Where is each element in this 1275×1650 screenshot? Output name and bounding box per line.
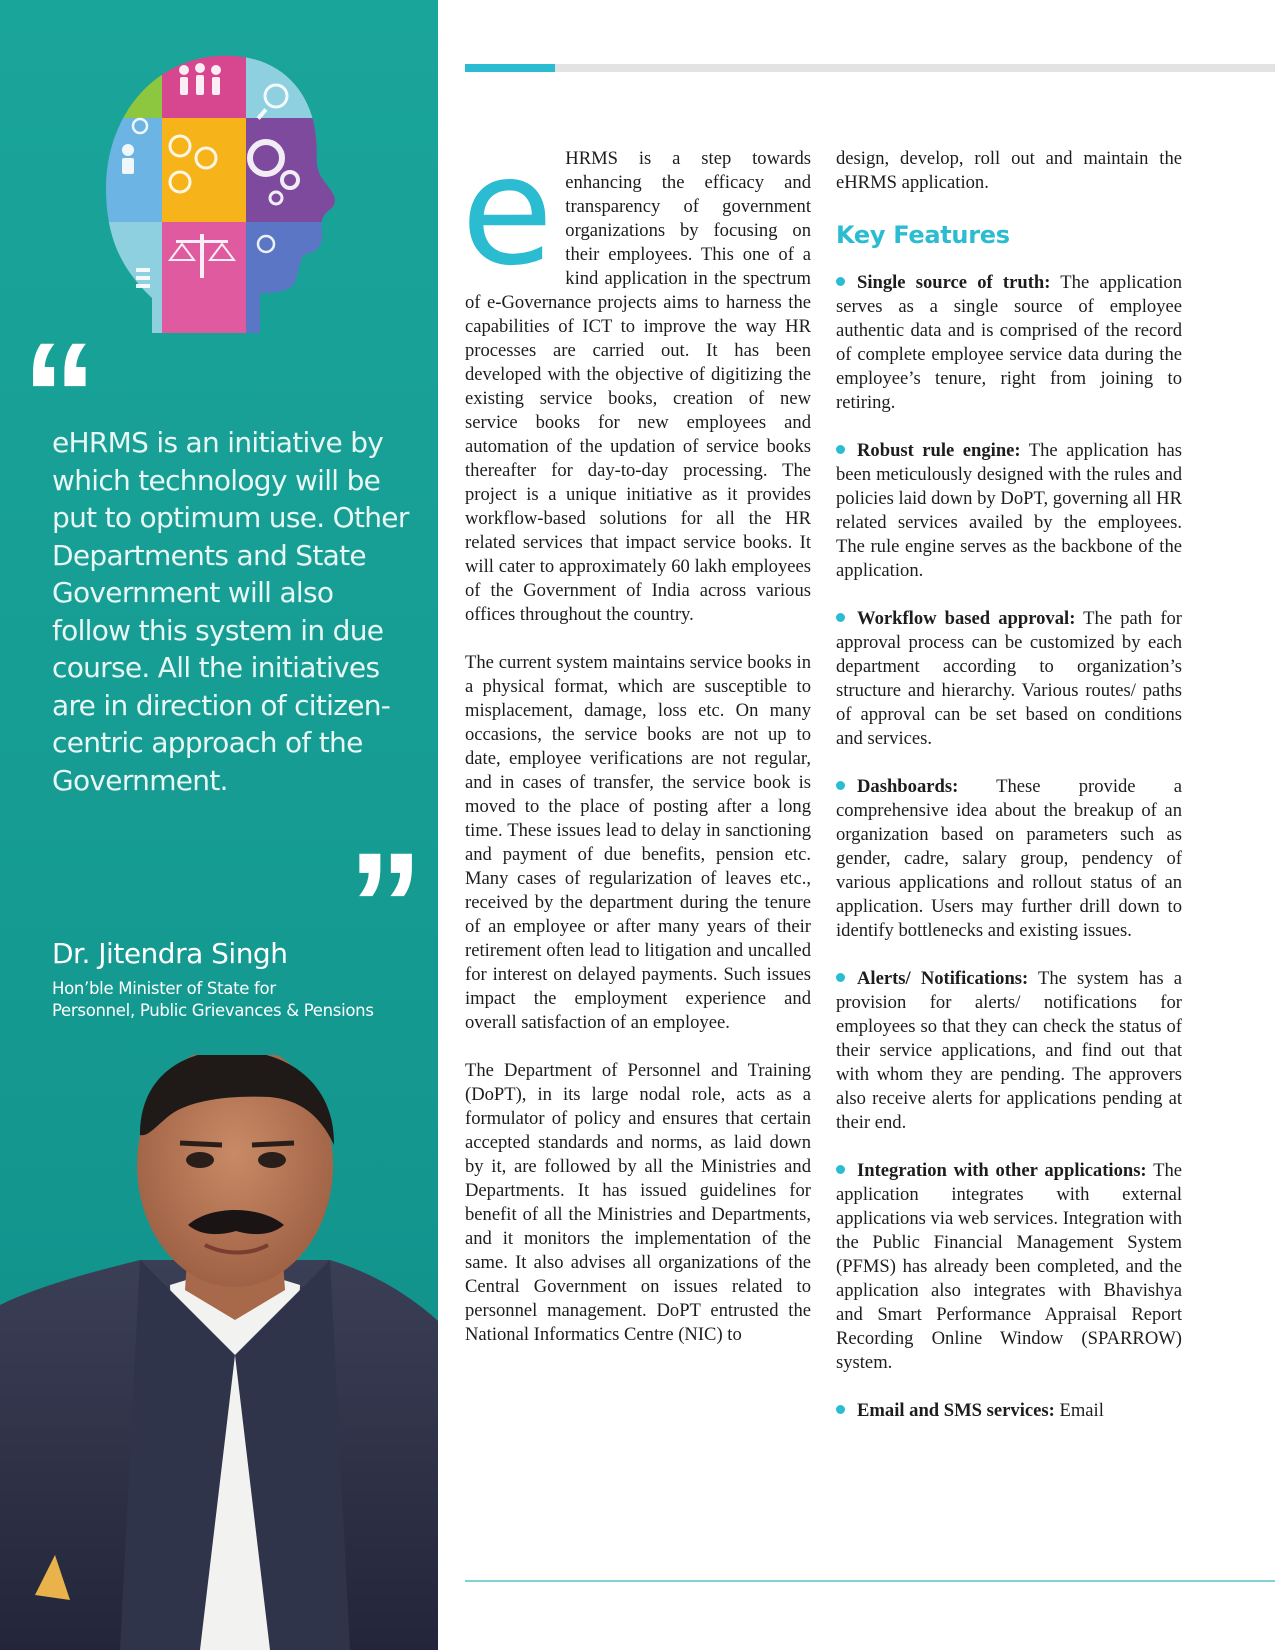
feature-item [836,967,1182,1135]
pull-quote: eHRMS is an initiative by which technology will be put to optimum use. Other Departments and State Government will also follow this system in due course. All the initiatives are in direction of citizen-centric approach of the Government. [52,426,409,797]
feature-description: The application integrates with external applications via web services. Integration with the Public Financial Management System (PFMS) has already been completed, and the application also integrates with Bhavishya and Smart Performance Appraisal Report Recording Online Window (SPARROW) system. [836,1160,1182,1373]
quote-author-name: Dr. Jitendra Singh [52,937,288,970]
top-divider [465,64,1275,72]
feature-title: Robust rule engine: [857,440,1021,461]
feature-item [836,607,1182,751]
bullet-icon [836,613,845,622]
feature-description: The application has been meticulously designed with the rules and policies laid down by DoPT, governing all HR related services availed by the employees. The rule engine serves as the backbone of the application. [836,440,1182,581]
feature-description: Email [1054,1400,1104,1421]
bullet-icon [836,1165,845,1174]
drop-cap: e [461,125,554,299]
author-portrait-photo [0,1055,438,1650]
article-paragraph [461,125,811,627]
key-features-list [836,271,1182,1423]
feature-description: The system has a provision for alerts/ notifications for employees so that they can check the status of their service applications, and find out that with whom they are pending. The approvers also receive alerts for applications pending at their end. [836,968,1182,1133]
paragraph-1-text: HRMS is a step towards enhancing the efficacy and transparency of government organizations by focusing on their employees. This one of a kind application in the spectrum of e-Governance projects aims to harness the capabilities of ICT to improve the way HR processes are carried out. It has been developed with the objective of digitizing the existing service books, creation of new service books for new employees and automation of the updation of service books thereafter for day-to-day processing. The project is a unique initiative as it provides workflow-based solutions for all the HR related services that impact service books. It will cater to approximately 60 lakh employees of the Government of India across various offices throughout the country. [465,148,811,625]
feature-item [836,1159,1182,1375]
feature-title: Integration with other applications: [857,1160,1147,1181]
feature-title: Workflow based approval: [857,608,1076,629]
feature-item [836,439,1182,583]
feature-title: Alerts/ Notifications: [857,968,1029,989]
bullet-icon [836,973,845,982]
quote-sidebar [0,0,438,1650]
feature-description: These provide a comprehensive idea about the breakup of an organization based on parameters such as gender, cadre, salary group, pendency of various applications and rollout status of an application. Users may further drill down to identify bottlenecks and existing issues. [836,776,1182,941]
feature-title: Email and SMS services: [857,1400,1055,1421]
quote-author-role-line1: Hon’ble Minister of State for [52,979,276,998]
quote-author-role-line2: Personnel, Public Grievances & Pensions [52,1001,374,1020]
bottom-divider [465,1580,1275,1582]
article-paragraph-continued: design, develop, roll out and maintain the eHRMS application. [836,148,1182,193]
article-paragraph: The Department of Personnel and Training (DoPT), in its large nodal role, acts as a formulator of policy and ensures that certain accepted standards and norms, as laid down by it, are followed by all the Ministries and Departments. It has issued guidelines for benefit of all the Ministries and Departments, and it monitors the implementation of the same. It also advises all organizations of the Central Government on issues related to personnel management. DoPT entrusted the National Informatics Centre (NIC) to [465,1060,811,1345]
close-quote-icon: ” [348,821,423,989]
feature-description: The application serves as a single source of employee authentic data and is comprised of the record of complete employee service data during the employee’s tenure, right from joining to retiring. [836,272,1182,413]
key-features-heading: Key Features [836,221,1010,249]
feature-description: The path for approval process can be customized by each department according to organization’s structure and hierarchy. Various routes/ paths of approval can be set based on conditions and services. [836,608,1182,749]
bullet-icon [836,277,845,286]
feature-title: Dashboards: [857,776,959,797]
article-column-2 [836,147,1182,1447]
feature-item [836,1399,1182,1423]
bullet-icon [836,1405,845,1414]
feature-item [836,271,1182,415]
feature-title: Single source of truth: [857,272,1051,293]
top-divider-accent [465,64,555,72]
bullet-icon [836,445,845,454]
feature-item [836,775,1182,943]
puzzle-head-illustration [100,48,340,333]
article-paragraph: The current system maintains service books in a physical format, which are susceptible to misplacement, damage, loss etc. On many occasions, the service books are not up to date, employee verifications are not regular, and in cases of transfer, the service book is moved to the place of posting after a long time. These issues lead to delay in sanctioning and payment of due benefits, pension etc. Many cases of regularization of leaves etc., received by the department during the tenure of an employee or after many years of their retirement often lead to litigation and uncalled for interest on delayed payments. Such issues impact the employment experience and overall satisfaction of an employee. [465,652,811,1033]
open-quote-icon: “ [22,311,97,479]
article-column-1 [461,125,811,1371]
bullet-icon [836,781,845,790]
